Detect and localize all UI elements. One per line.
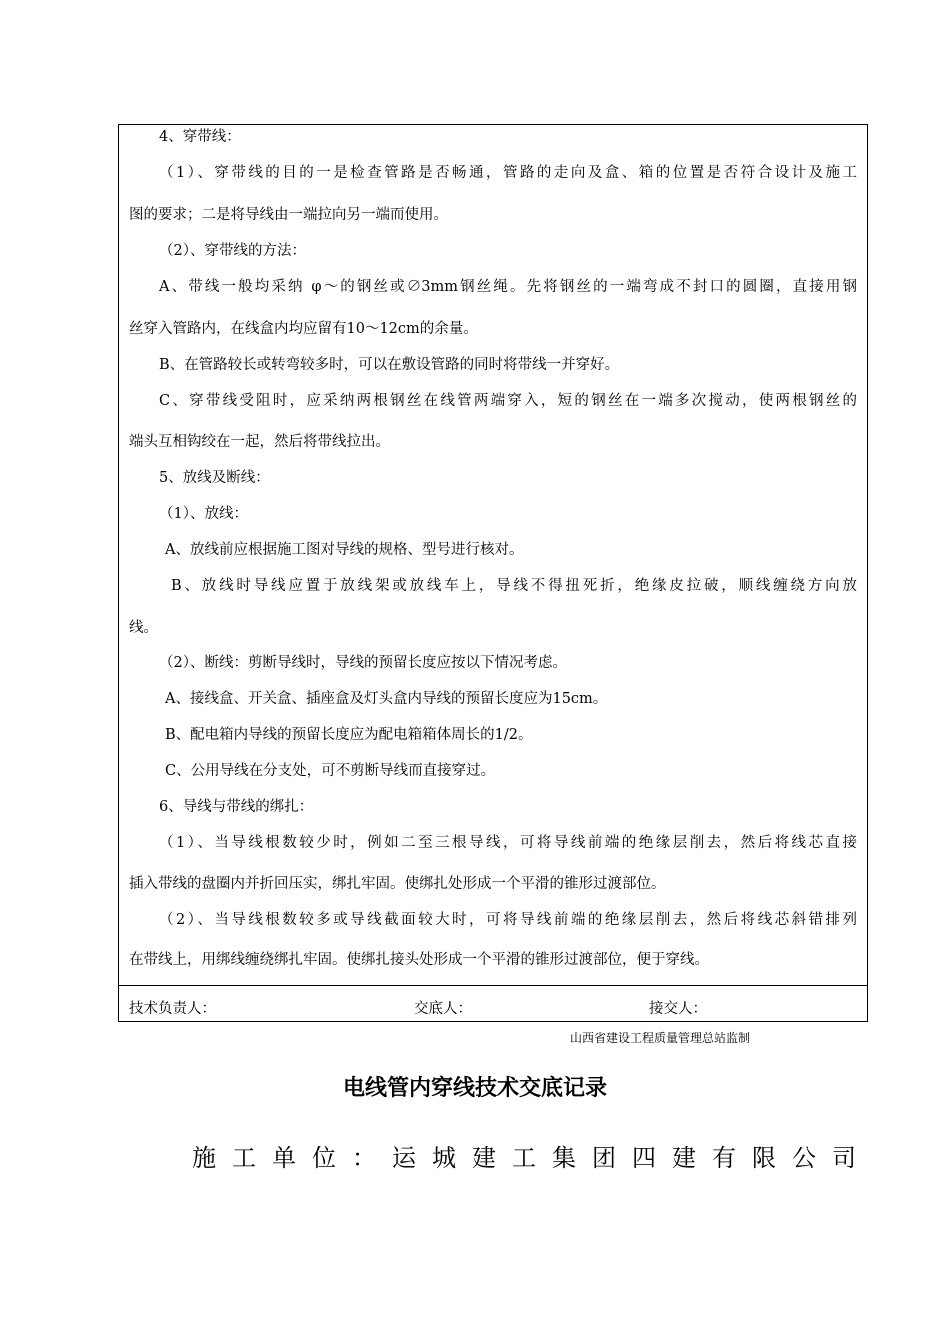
supervisor-note: 山西省建设工程质量管理总站监制 <box>570 1031 751 1045</box>
paragraph-line: B、放线时导线应置于放线架或放线车上，导线不得扭死折，绝缘皮拉破，顺线缠绕方向放 <box>171 578 857 594</box>
paragraph-line: （1）、穿带线的目的一是检查管路是否畅通，管路的走向及盒、箱的位置是否符合设计及施工 <box>159 165 857 181</box>
section-heading: 4、穿带线： <box>159 129 241 145</box>
paragraph-line: （2）、当导线根数较多或导线截面较大时，可将导线前端的绝缘层削去，然后将线芯斜错排列 <box>159 912 857 928</box>
construction-unit: 施工单位：运城建工集团四建有限公司 <box>192 1144 872 1172</box>
paragraph-line: C、公用导线在分支处，可不剪断导线而直接穿过。 <box>165 763 496 779</box>
subsection-heading: （2）、断线：剪断导线时，导线的预留长度应按以下情况考虑。 <box>159 655 567 671</box>
briefer-label: 交底人： <box>414 1001 472 1017</box>
paragraph-line: 线。 <box>129 620 158 636</box>
paragraph-line: 在带线上，用绑线缠绕绑扎牢固。使绑扎接头处形成一个平滑的锥形过渡部位，便于穿线。 <box>129 952 709 968</box>
subsection-heading: （1）、放线： <box>159 506 248 522</box>
document-title: 电线管内穿线技术交底记录 <box>342 1076 607 1101</box>
paragraph-line: 插入带线的盘圈内并折回压实，绑扎牢固。使绑扎处形成一个平滑的锥形过渡部位。 <box>129 876 666 892</box>
paragraph-line: A、带线一般均采纳 φ～的钢丝或∅3mm钢丝绳。先将钢丝的一端弯成不封口的圆圈，直接用钢 <box>159 279 857 295</box>
paragraph-line: 端头互相钩绞在一起，然后将带线拉出。 <box>129 434 390 450</box>
paragraph-line: 丝穿入管路内，在线盒内均应留有10～12cm的余量。 <box>129 321 478 337</box>
paragraph-line: （1）、当导线根数较少时，例如二至三根导线，可将导线前端的绝缘层削去，然后将线芯直接 <box>159 835 857 851</box>
signature-row <box>119 985 867 1022</box>
paragraph-line: C、穿带线受阻时，应采纳两根钢丝在线管两端穿入，短的钢丝在一端多次搅动，使两根钢丝的 <box>159 393 857 409</box>
briefing-table <box>118 124 868 1022</box>
paragraph-line: A、放线前应根据施工图对导线的规格、型号进行核对。 <box>165 542 524 558</box>
paragraph-line: A、接线盒、开关盒、插座盒及灯头盒内导线的预留长度应为15cm。 <box>165 691 608 707</box>
tech-lead-label: 技术负责人： <box>129 1001 216 1017</box>
section-heading: 5、放线及断线： <box>159 470 270 486</box>
section-heading: 6、导线与带线的绑扎： <box>159 799 314 815</box>
paragraph-line: 图的要求；二是将导线由一端拉向另一端而使用。 <box>129 207 448 223</box>
receiver-label: 接交人： <box>649 1001 707 1017</box>
paragraph-line: B、配电箱内导线的预留长度应为配电箱箱体周长的1/2。 <box>165 727 533 743</box>
briefing-content <box>119 125 867 985</box>
subsection-heading: （2）、穿带线的方法： <box>159 243 306 259</box>
paragraph-line: B、在管路较长或转弯较多时，可以在敷设管路的同时将带线一并穿好。 <box>159 357 620 373</box>
